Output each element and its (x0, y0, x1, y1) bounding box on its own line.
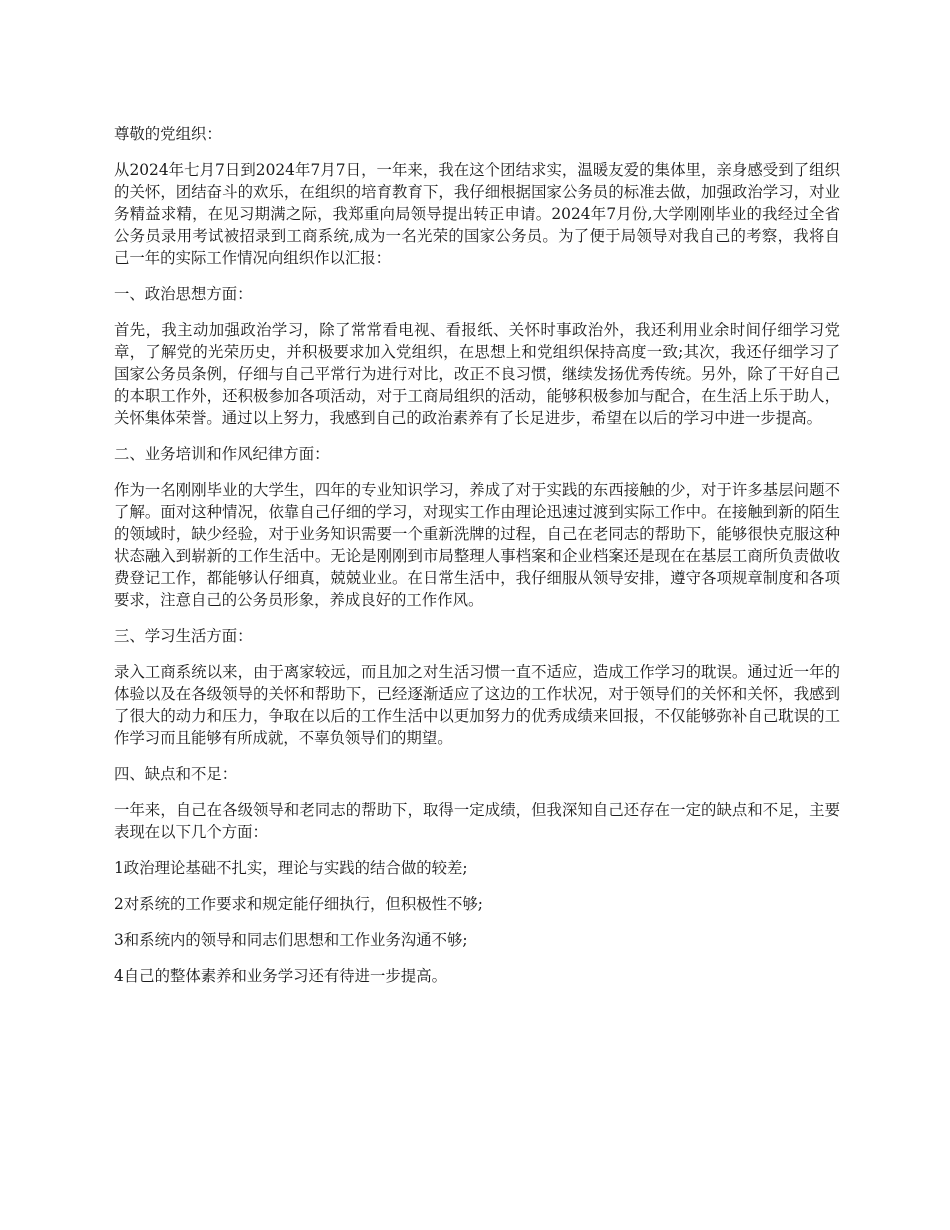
section-body-political: 首先，我主动加强政治学习，除了常常看电视、看报纸、关怀时事政治外，我还利用业余时间仔细学习党章，了解党的光荣历史，并积极要求加入党组织，在思想上和党组织保持高度一致;其次，我还仔细学习了国家公务员条例，仔细与自己平常行为进行对比，改正不良习惯，继续发扬优秀传统。另外，除了干好自己的本职工作外，还积极参加各项活动，对于工商局组织的活动，能够积极参加与配合，在生活上乐于助人，关怀集体荣誉。通过以上努力，我感到自己的政治素养有了长足进步，希望在以后的学习中进一步提高。 (114, 321, 840, 427)
section-body-training: 作为一名刚刚毕业的大学生，四年的专业知识学习，养成了对于实践的东西接触的少，对于许多基层问题不了解。面对这种情况，依靠自己仔细的学习，对现实工作由理论迅速过渡到实际工作中。在接触到新的陌生的领域时，缺少经验，对于业务知识需要一个重新洗牌的过程，自己在老同志的帮助下，能够很快克服这种状态融入到崭新的工作生活中。无论是刚刚到市局整理人事档案和企业档案还是现在在基层工商所负责做收费登记工作，都能够认仔细真，兢兢业业。在日常生活中，我仔细服从领导安排，遵守各项规章制度和各项要求，注意自己的公务员形象，养成良好的工作作风。 (114, 481, 840, 609)
section-heading-training: 二、业务培训和作风纪律方面： (114, 445, 330, 463)
section-body-shortcomings: 一年来，自己在各级领导和老同志的帮助下，取得一定成绩，但我深知自己还存在一定的缺点和不足，主要表现在以下几个方面： (114, 801, 840, 841)
salutation: 尊敬的党组织： (114, 125, 222, 143)
section-body-study-life: 录入工商系统以来，由于离家较远，而且加之对生活习惯一直不适应，造成工作学习的耽误。通过近一年的体验以及在各级领导的关怀和帮助下，已经逐渐适应了这边的工作状况，对于领导们的关怀和关怀，我感到了很大的动力和压力，争取在以后的工作生活中以更加努力的优秀成绩来回报，不仅能够弥补自己耽误的工作学习而且能够有所成就，不辜负领导们的期望。 (114, 663, 840, 747)
section-heading-study-life: 三、学习生活方面： (114, 627, 253, 645)
list-item: 3和系统内的领导和同志们思想和工作业务沟通不够; (114, 931, 468, 949)
list-item: 2对系统的工作要求和规定能仔细执行，但积极性不够; (114, 895, 483, 913)
section-heading-political: 一、政治思想方面： (114, 285, 253, 303)
list-item: 1政治理论基础不扎实，理论与实践的结合做的较差; (114, 859, 468, 877)
intro-paragraph: 从2024年七月7日到2024年7月7日，一年来，我在这个团结求实，温暖友爱的集体里，亲身感受到了组织的关怀，团结奋斗的欢乐，在组织的培育教育下，我仔细根据国家公务员的标准去做，加强政治学习，对业务精益求精，在见习期满之际，我郑重向局领导提出转正申请。2024年7月份,大学刚刚毕业的我经过全省公务员录用考试被招录到工商系统,成为一名光荣的国家公务员。为了便于局领导对我自己的考察，我将自己一年的实际工作情况向组织作以汇报： (114, 161, 840, 267)
section-heading-shortcomings: 四、缺点和不足： (114, 765, 238, 783)
document-page (114, 123, 840, 1001)
list-item: 4自己的整体素养和业务学习还有待进一步提高。 (114, 967, 447, 985)
